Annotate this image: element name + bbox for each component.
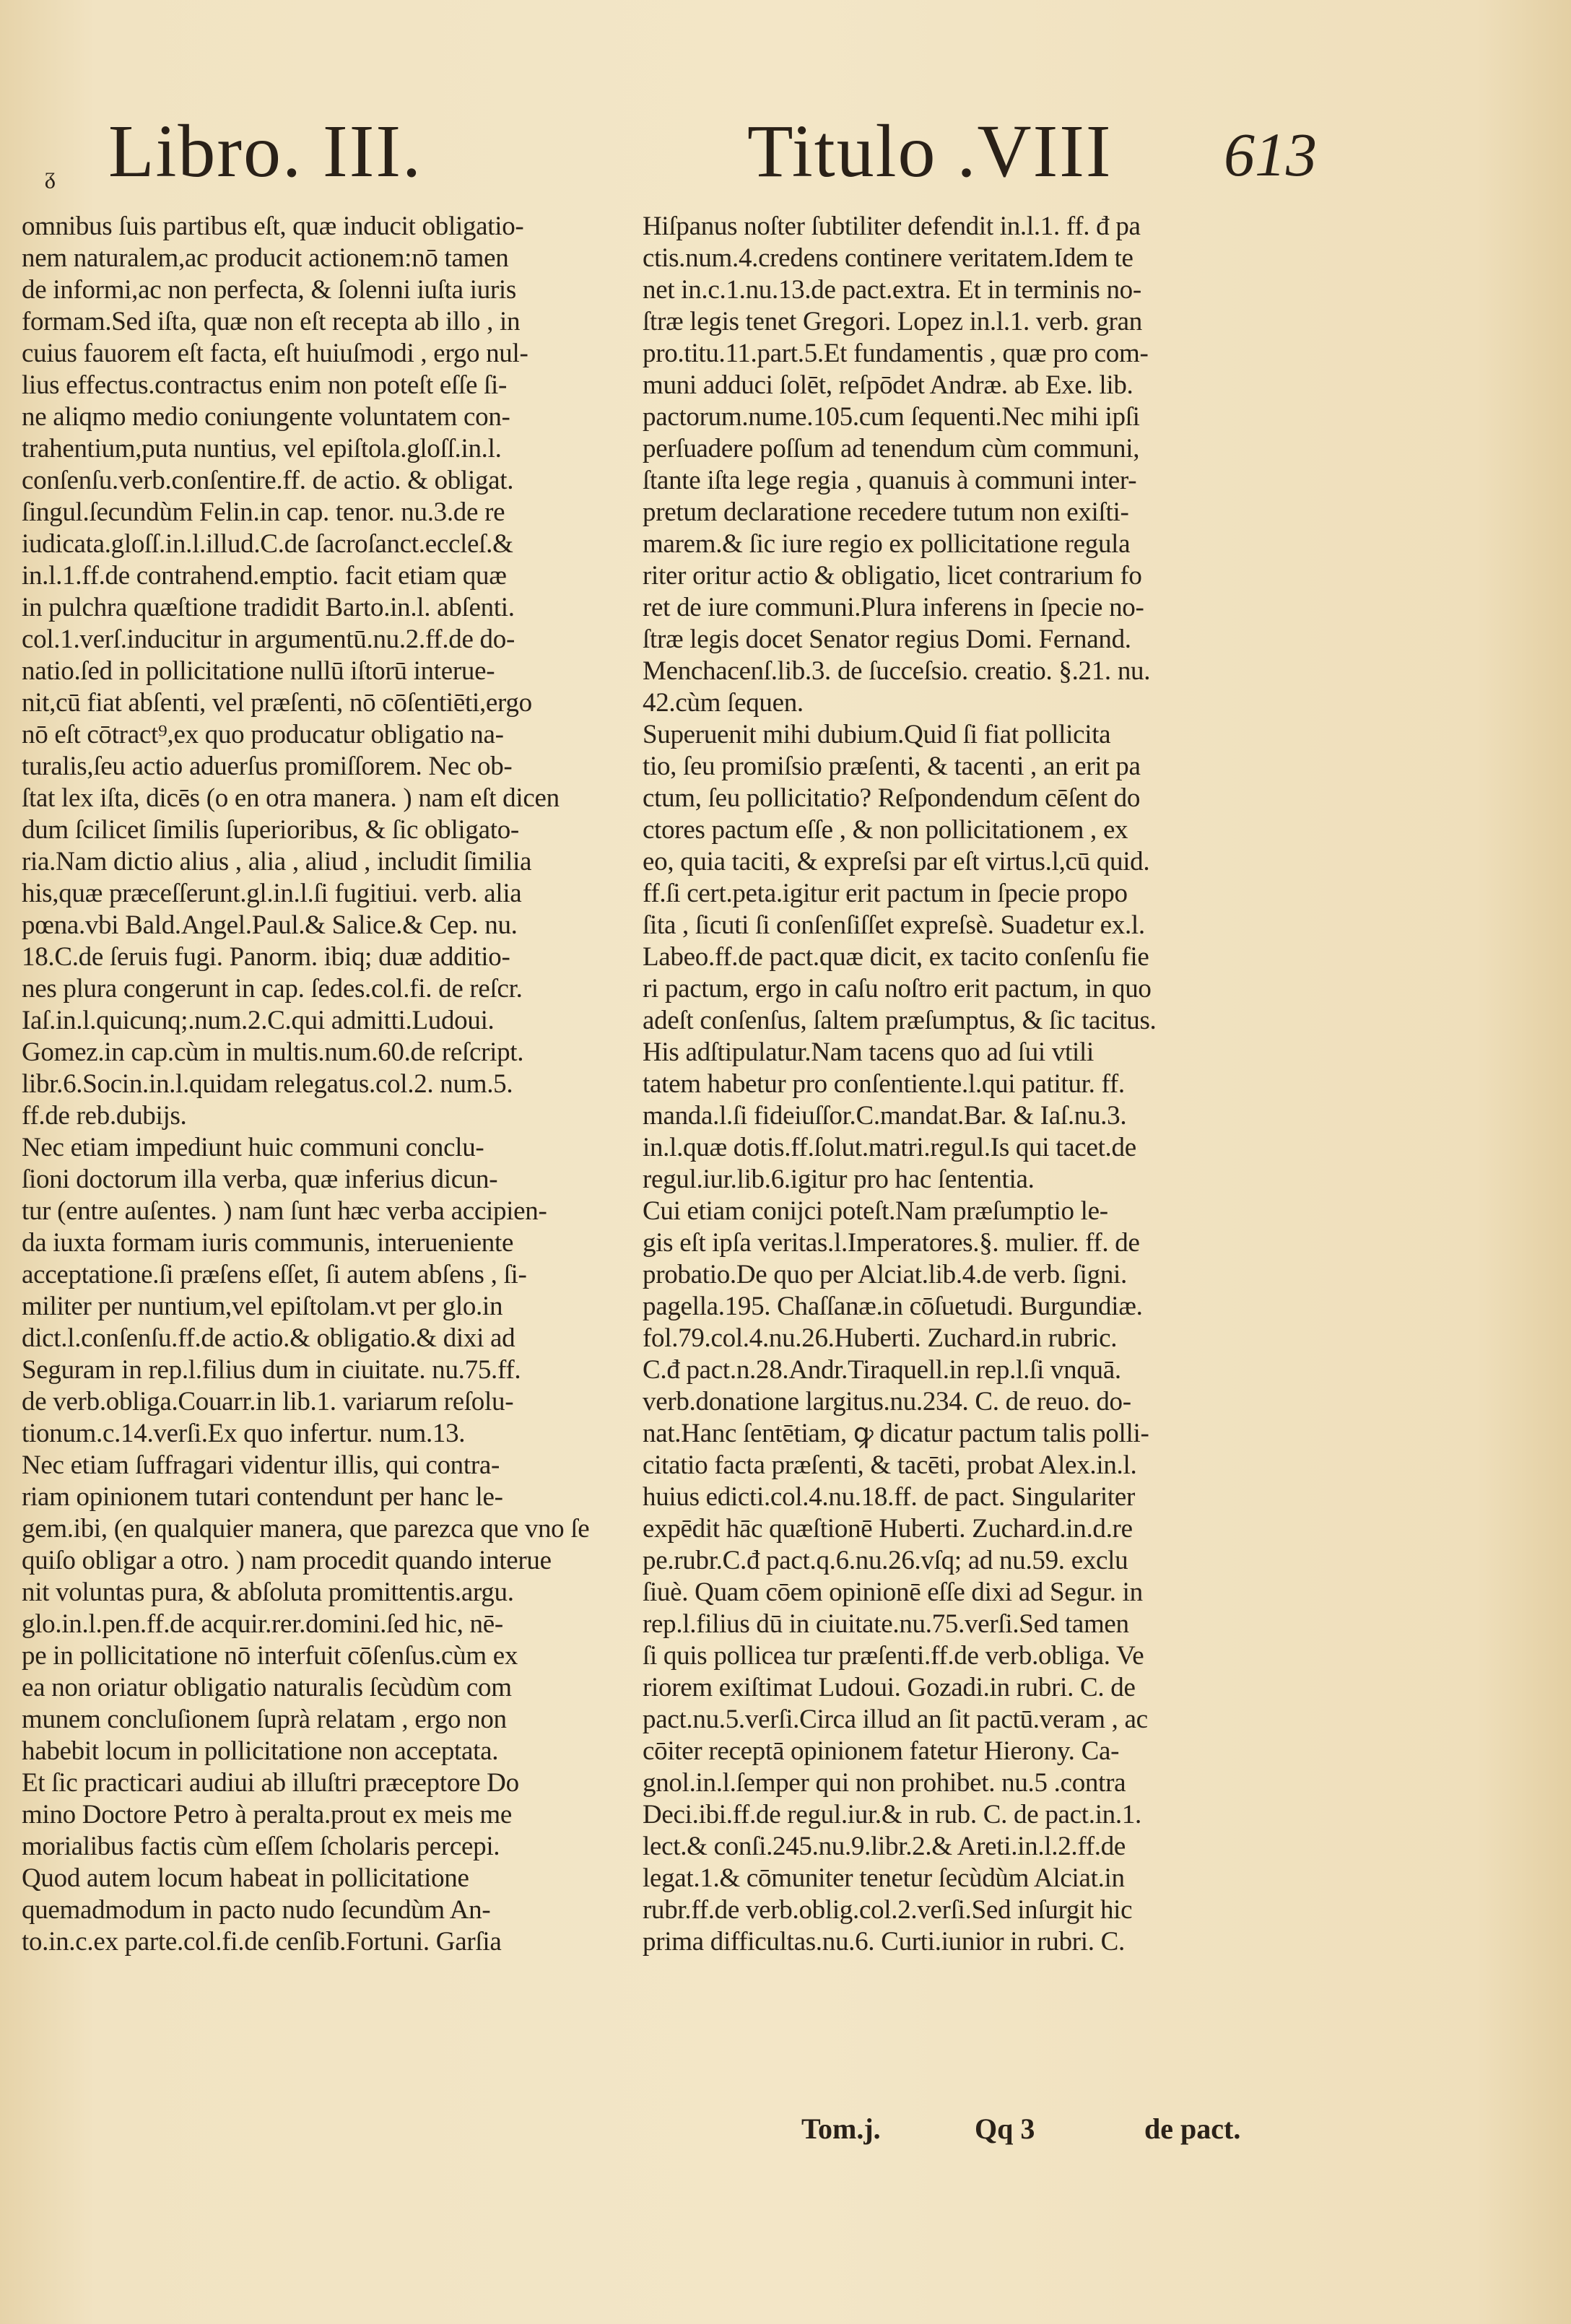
- text-line: mino Doctore Petro à peralta.prout ex meis me: [22, 1800, 513, 1829]
- page-footer: [0, 2112, 1571, 2155]
- text-line: marem.& ſic iure regio ex pollicitatione regula: [643, 529, 1131, 559]
- text-line: Seguram in rep.l.filius dum in ciuitate. nu.75.ff.: [22, 1355, 521, 1385]
- text-line: pact.nu.5.verſi.Circa illud an ſit pactū.veram , ac: [643, 1705, 1148, 1734]
- text-line: nem naturalem,ac producit actionem:nō tamen: [22, 243, 509, 273]
- text-line: gem.ibi, (en qualquier manera, que parezca que vno ſe: [22, 1514, 590, 1544]
- text-line: pro.titu.11.part.5.Et fundamentis , quæ pro com-: [643, 339, 1149, 368]
- text-line: C.đ pact.n.28.Andr.Tiraquell.in rep.l.ſi vnquā.: [643, 1355, 1121, 1385]
- text-line: de verb.obliga.Couarr.in lib.1. variarum reſolu-: [22, 1387, 514, 1416]
- text-line: fol.79.col.4.nu.26.Huberti. Zuchard.in rubric.: [643, 1323, 1118, 1353]
- text-line: ſita , ſicuti ſi conſenſiſſet expreſsè. Suadetur ex.l.: [643, 910, 1145, 940]
- text-line: in pulchra quæſtione tradidit Barto.in.l. abſenti.: [22, 593, 515, 622]
- text-line: verb.donatione largitus.nu.234. C. de reuo. do-: [643, 1387, 1131, 1416]
- text-line: ſioni doctorum illa verba, quæ inferius dicun-: [22, 1165, 498, 1194]
- text-line: cuius fauorem eſt facta, eſt huiuſmodi , ergo nul-: [22, 339, 528, 368]
- text-line: Et ſic practicari audiui ab illuſtri præceptore Do: [22, 1768, 519, 1798]
- text-line: quemadmodum in pacto nudo ſecundùm An-: [22, 1895, 491, 1925]
- text-line: nō eſt cōtract⁹,ex quo producatur obligatio na-: [22, 720, 504, 749]
- text-line: eo, quia taciti, & expreſsi par eſt virtus.l,cū quid.: [643, 847, 1150, 876]
- text-line: manda.l.ſi fideiuſſor.C.mandat.Bar. & Iaſ.nu.3.: [643, 1101, 1127, 1131]
- text-line: trahentium,puta nuntius, vel epiſtola.gloſſ.in.l.: [22, 434, 502, 464]
- text-line: gnol.in.l.ſemper qui non prohibet. nu.5 .contra: [643, 1768, 1126, 1798]
- text-line: conſenſu.verb.conſentire.ff. de actio. & obligat.: [22, 466, 514, 495]
- text-line: ff.de reb.dubijs.: [22, 1101, 187, 1131]
- text-line: Deci.ibi.ff.de regul.iur.& in rub. C. de pact.in.1.: [643, 1800, 1141, 1829]
- text-line: ſtræ legis tenet Gregori. Lopez in.l.1. verb. gran: [643, 307, 1142, 336]
- text-line: prima difficultas.nu.6. Curti.iunior in rubri. C.: [643, 1927, 1126, 1957]
- text-line: ſingul.ſecundùm Felin.in cap. tenor. nu.3.de re: [22, 497, 505, 527]
- text-line: ctores pactum eſſe , & non pollicitationem , ex: [643, 815, 1128, 845]
- text-line: dum ſcilicet ſimilis ſuperioribus, & ſic obligato-: [22, 815, 519, 845]
- text-line: perſuadere poſſum ad tenendum cùm communi,: [643, 434, 1140, 464]
- text-line: to.in.c.ex parte.col.fi.de cenſib.Fortuni. Garſia: [22, 1927, 502, 1957]
- signature-mark: Qq 3: [975, 2112, 1035, 2145]
- text-line: huius edicti.col.4.nu.18.ff. de pact. Singulariter: [643, 1482, 1136, 1512]
- text-line: Superuenit mihi dubium.Quid ſi fiat pollicita: [643, 720, 1111, 749]
- text-line: acceptatione.ſi præſens eſſet, ſi autem abſens , ſi-: [22, 1260, 527, 1289]
- running-head: [0, 108, 1571, 209]
- text-line: col.1.verſ.inducitur in argumentū.nu.2.ff.de do-: [22, 624, 515, 654]
- text-line: 42.cùm ſequen.: [643, 688, 804, 718]
- text-line: nat.Hanc ſentētiam, ꝙ dicatur pactum talis polli-: [643, 1419, 1149, 1448]
- text-line: 18.C.de ſeruis fugi. Panorm. ibiq; duæ additio-: [22, 942, 510, 972]
- right-running-title: Titulo .VIII: [747, 110, 1113, 193]
- text-line: net in.c.1.nu.13.de pact.extra. Et in terminis no-: [643, 275, 1141, 305]
- text-line: ſtante iſta lege regia , quanuis à communi inter-: [643, 466, 1137, 495]
- text-line: da iuxta formam iuris communis, interueniente: [22, 1228, 514, 1258]
- text-line: riter oritur actio & obligatio, licet contrarium fo: [643, 561, 1142, 591]
- text-line: ria.Nam dictio alius , alia , aliud , includit ſimilia: [22, 847, 532, 876]
- text-line: pactorum.nume.105.cum ſequenti.Nec mihi ipſi: [643, 402, 1140, 432]
- text-line: lect.& conſi.245.nu.9.libr.2.& Areti.in.l.2.ff.de: [643, 1832, 1126, 1861]
- text-line: nes plura congerunt in cap. ſedes.col.fi. de reſcr.: [22, 974, 523, 1004]
- text-line: expēdit hāc quæſtionē Huberti. Zuchard.in.d.re: [643, 1514, 1133, 1544]
- text-line: dict.l.conſenſu.ff.de actio.& obligatio.& dixi ad: [22, 1323, 515, 1353]
- text-line: ſi quis pollicea tur præſenti.ff.de verb.obliga. Ve: [643, 1641, 1144, 1671]
- text-line: quiſo obligar a otro. ) nam procedit quando interue: [22, 1546, 552, 1575]
- folio-number: 613: [1224, 120, 1317, 189]
- text-line: ſiuè. Quam cōem opinionē eſſe dixi ad Segur. in: [643, 1577, 1143, 1607]
- right-text-column: [643, 211, 1263, 2102]
- text-line: tio, ſeu promiſsio præſenti, & tacenti , an erit pa: [643, 752, 1141, 781]
- text-line: Labeo.ff.de pact.quæ dicit, ex tacito conſenſu fie: [643, 942, 1149, 972]
- text-line: habebit locum in pollicitatione non acceptata.: [22, 1736, 499, 1766]
- text-line: libr.6.Socin.in.l.quidam relegatus.col.2. num.5.: [22, 1069, 513, 1099]
- text-line: tionum.c.14.verſi.Ex quo infertur. num.13.: [22, 1419, 466, 1448]
- text-line: riorem exiſtimat Ludoui. Gozadi.in rubri. C. de: [643, 1673, 1136, 1702]
- text-line: militer per nuntium,vel epiſtolam.vt per glo.in: [22, 1292, 503, 1321]
- text-line: ctis.num.4.credens continere veritatem.Idem te: [643, 243, 1133, 273]
- text-line: nit,cū fiat abſenti, vel præſenti, nō cōſentiēti,ergo: [22, 688, 532, 718]
- text-line: ctum, ſeu pollicitatio? Reſpondendum cēſent do: [643, 783, 1141, 813]
- text-line: citatio facta præſenti, & tacēti, probat Alex.in.l.: [643, 1450, 1137, 1480]
- text-line: nit voluntas pura, & abſoluta promittentis.argu.: [22, 1577, 514, 1607]
- text-line: de informi,ac non perfecta, & ſolenni iuſta iuris: [22, 275, 516, 305]
- text-line: his,quæ præceſſerunt.gl.in.l.ſi fugitiui. verb. alia: [22, 879, 522, 908]
- text-line: cōiter receptā opinionem fatetur Hierony. Ca-: [643, 1736, 1120, 1766]
- text-line: Nec etiam impediunt huic communi conclu-: [22, 1133, 484, 1162]
- text-line: Menchacenſ.lib.3. de ſucceſsio. creatio. §.21. nu.: [643, 656, 1151, 686]
- left-running-title: Libro. III.: [108, 110, 422, 193]
- text-line: glo.in.l.pen.ff.de acquir.rer.domini.ſed hic, nē-: [22, 1609, 503, 1639]
- text-line: natio.ſed in pollicitatione nullū iſtorū interue-: [22, 656, 495, 686]
- text-line: ne aliqmo medio coniungente voluntatem con-: [22, 402, 510, 432]
- text-line: omnibus ſuis partibus eſt, quæ inducit obligatio-: [22, 212, 524, 241]
- text-line: regul.iur.lib.6.igitur pro hac ſententia.: [643, 1165, 1035, 1194]
- text-line: turalis,ſeu actio aduerſus promiſſorem. Nec ob-: [22, 752, 513, 781]
- text-line: pe.rubr.C.đ pact.q.6.nu.26.vſq; ad nu.59. exclu: [643, 1546, 1128, 1575]
- text-line: muni adduci ſolēt, reſpōdet Andræ. ab Exe. lib.: [643, 370, 1133, 400]
- text-line: rubr.ff.de verb.oblig.col.2.verſi.Sed inſurgit hic: [643, 1895, 1133, 1925]
- text-line: formam.Sed iſta, quæ non eſt recepta ab illo , in: [22, 307, 521, 336]
- text-line: ea non oriatur obligatio naturalis ſecùdùm com: [22, 1673, 512, 1702]
- text-line: munem concluſionem ſuprà relatam , ergo non: [22, 1705, 507, 1734]
- text-line: Hiſpanus noſter ſubtiliter defendit in.l.1. ff. đ pa: [643, 212, 1141, 241]
- left-text-column: [22, 211, 592, 2102]
- text-line: gis eſt ipſa veritas.l.Imperatores.§. mulier. ff. de: [643, 1228, 1140, 1258]
- text-line: ret de iure communi.Plura inferens in ſpecie no-: [643, 593, 1144, 622]
- text-line: ri pactum, ergo in caſu noſtro erit pactum, in quo: [643, 974, 1152, 1004]
- text-line: in.l.1.ff.de contrahend.emptio. facit etiam quæ: [22, 561, 507, 591]
- text-line: Nec etiam ſuffragari videntur illis, qui contra-: [22, 1450, 500, 1480]
- text-line: adeſt conſenſus, ſaltem præſumptus, & ſic tacitus.: [643, 1006, 1157, 1035]
- text-line: His adſtipulatur.Nam tacens quo ad ſui vtili: [643, 1037, 1094, 1067]
- text-line: riam opinionem tutari contendunt per hanc le-: [22, 1482, 503, 1512]
- text-line: Cui etiam conijci poteſt.Nam præſumptio le-: [643, 1196, 1108, 1226]
- text-line: in.l.quæ dotis.ff.ſolut.matri.regul.Is qui tacet.de: [643, 1133, 1136, 1162]
- text-line: pagella.195. Chaſſanæ.in cōſuetudi. Burgundiæ.: [643, 1292, 1143, 1321]
- text-line: ſtat lex iſta, dicēs (o en otra manera. ) nam eſt dicen: [22, 783, 560, 813]
- text-line: iudicata.gloſſ.in.l.illud.C.de ſacroſanct.eccleſ.&: [22, 529, 513, 559]
- text-line: pe in pollicitatione nō interfuit cōſenſus.cùm ex: [22, 1641, 518, 1671]
- text-line: Iaſ.in.l.quicunq;.num.2.C.qui admitti.Ludoui.: [22, 1006, 495, 1035]
- text-line: legat.1.& cōmuniter tenetur ſecùdùm Alciat.in: [643, 1863, 1125, 1893]
- text-line: Quod autem locum habeat in pollicitatione: [22, 1863, 469, 1893]
- volume-mark: Tom.j.: [801, 2112, 881, 2145]
- text-line: ſtræ legis docet Senator regius Domi. Fernand.: [643, 624, 1131, 654]
- catchword: de pact.: [1144, 2112, 1241, 2145]
- text-line: Gomez.in cap.cùm in multis.num.60.de reſcript.: [22, 1037, 524, 1067]
- text-line: ff.ſi cert.peta.igitur erit pactum in ſpecie propo: [643, 879, 1128, 908]
- text-line: pretum declaratione recedere tutum non exiſti-: [643, 497, 1129, 527]
- text-line: tatem habetur pro conſentiente.l.qui patitur. ff.: [643, 1069, 1125, 1099]
- text-line: probatio.De quo per Alciat.lib.4.de verb. ſigni.: [643, 1260, 1127, 1289]
- text-line: rep.l.filius dū in ciuitate.nu.75.verſi.Sed tamen: [643, 1609, 1129, 1639]
- head-ornament: ᵹ: [45, 162, 56, 188]
- text-line: morialibus factis cùm eſſem ſcholaris percepi.: [22, 1832, 500, 1861]
- text-line: pœna.vbi Bald.Angel.Paul.& Salice.& Cep. nu.: [22, 910, 518, 940]
- text-line: lius effectus.contractus enim non poteſt eſſe ſi-: [22, 370, 508, 400]
- text-line: tur (entre auſentes. ) nam ſunt hæc verba accipien-: [22, 1196, 547, 1226]
